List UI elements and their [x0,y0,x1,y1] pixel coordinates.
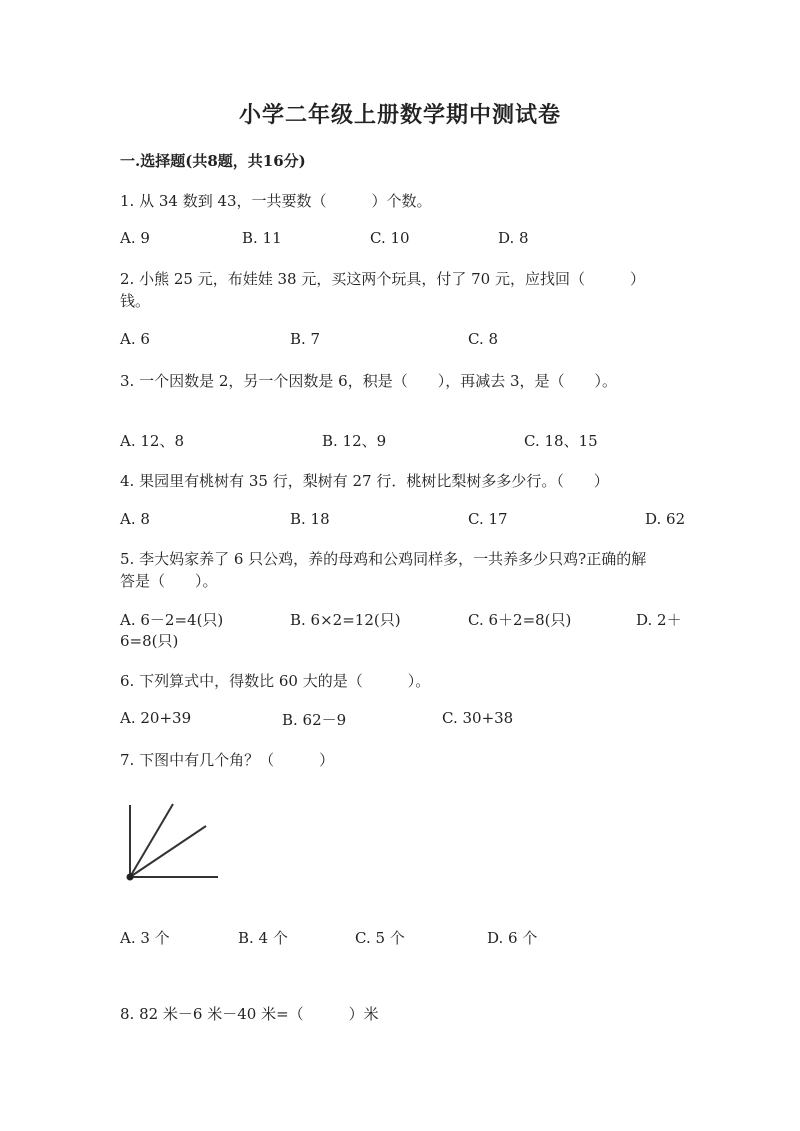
question-4-text: 4. 果园里有桃树有 35 行，梨树有 27 行．桃树比梨树多多少行。（ ） [120,472,609,490]
question-5-option-d[interactable]: D. 2＋ [636,611,682,629]
question-1-option-b[interactable]: B. 11 [242,229,282,247]
section-heading: 一.选择题(共8题，共16分) [120,152,306,170]
question-3-option-c[interactable]: C. 18、15 [524,432,598,450]
question-3-option-b[interactable]: B. 12、9 [322,432,387,450]
question-6-option-b[interactable]: B. 62－9 [282,711,347,729]
question-2-text: 2. 小熊 25 元，布娃娃 38 元，买这两个玩具，付了 70 元，应找回（ ） [120,270,645,288]
question-5-option-b[interactable]: B. 6×2=12(只) [290,611,401,629]
question-2-text-cont: 钱。 [120,292,151,310]
question-5-option-c[interactable]: C. 6＋2=8(只) [468,611,572,629]
question-7-option-b[interactable]: B. 4 个 [238,929,288,947]
question-4-option-b[interactable]: B. 18 [290,510,330,528]
question-6-option-a[interactable]: A. 20+39 [120,709,192,727]
question-5-text: 5. 李大妈家养了 6 只公鸡，养的母鸡和公鸡同样多，一共养多少只鸡?正确的解 [120,550,647,568]
question-2-option-b[interactable]: B. 7 [290,330,321,348]
question-6-text: 6. 下列算式中，得数比 60 大的是（ ）。 [120,672,431,690]
question-5-option-a[interactable]: A. 6－2=4(只) [120,611,224,629]
question-4-option-a[interactable]: A. 8 [120,510,150,528]
question-1-option-d[interactable]: D. 8 [498,229,529,247]
question-2-option-a[interactable]: A. 6 [120,330,150,348]
angle-ray-shallow [130,826,206,877]
question-5-option-d-cont: 6=8(只) [120,632,179,650]
question-2-option-c[interactable]: C. 8 [468,330,499,348]
question-4-option-c[interactable]: C. 17 [468,510,508,528]
question-3-option-a[interactable]: A. 12、8 [120,432,184,450]
question-6-option-c[interactable]: C. 30+38 [442,709,514,727]
question-7-text: 7. 下图中有几个角？（ ） [120,751,335,769]
question-8-text: 8. 82 米－6 米－40 米=（ ）米 [120,1005,379,1023]
question-1-option-c[interactable]: C. 10 [370,229,410,247]
question-3-text: 3. 一个因数是 2，另一个因数是 6，积是（ ），再减去 3，是（ ）。 [120,372,618,390]
question-7-option-d[interactable]: D. 6 个 [487,929,538,947]
question-7-option-c[interactable]: C. 5 个 [355,929,405,947]
angle-figure [118,800,228,885]
question-7-option-a[interactable]: A. 3 个 [120,929,170,947]
question-1-text: 1. 从 34 数到 43，一共要数（ ）个数。 [120,192,432,210]
page-title: 小学二年级上册数学期中测试卷 [238,102,561,128]
question-5-text-cont: 答是（ ）。 [120,572,218,590]
angle-ray-steep [130,804,173,877]
question-1-option-a[interactable]: A. 9 [120,229,150,247]
question-4-option-d[interactable]: D. 62 [645,510,686,528]
angle-vertex-dot [127,874,134,881]
